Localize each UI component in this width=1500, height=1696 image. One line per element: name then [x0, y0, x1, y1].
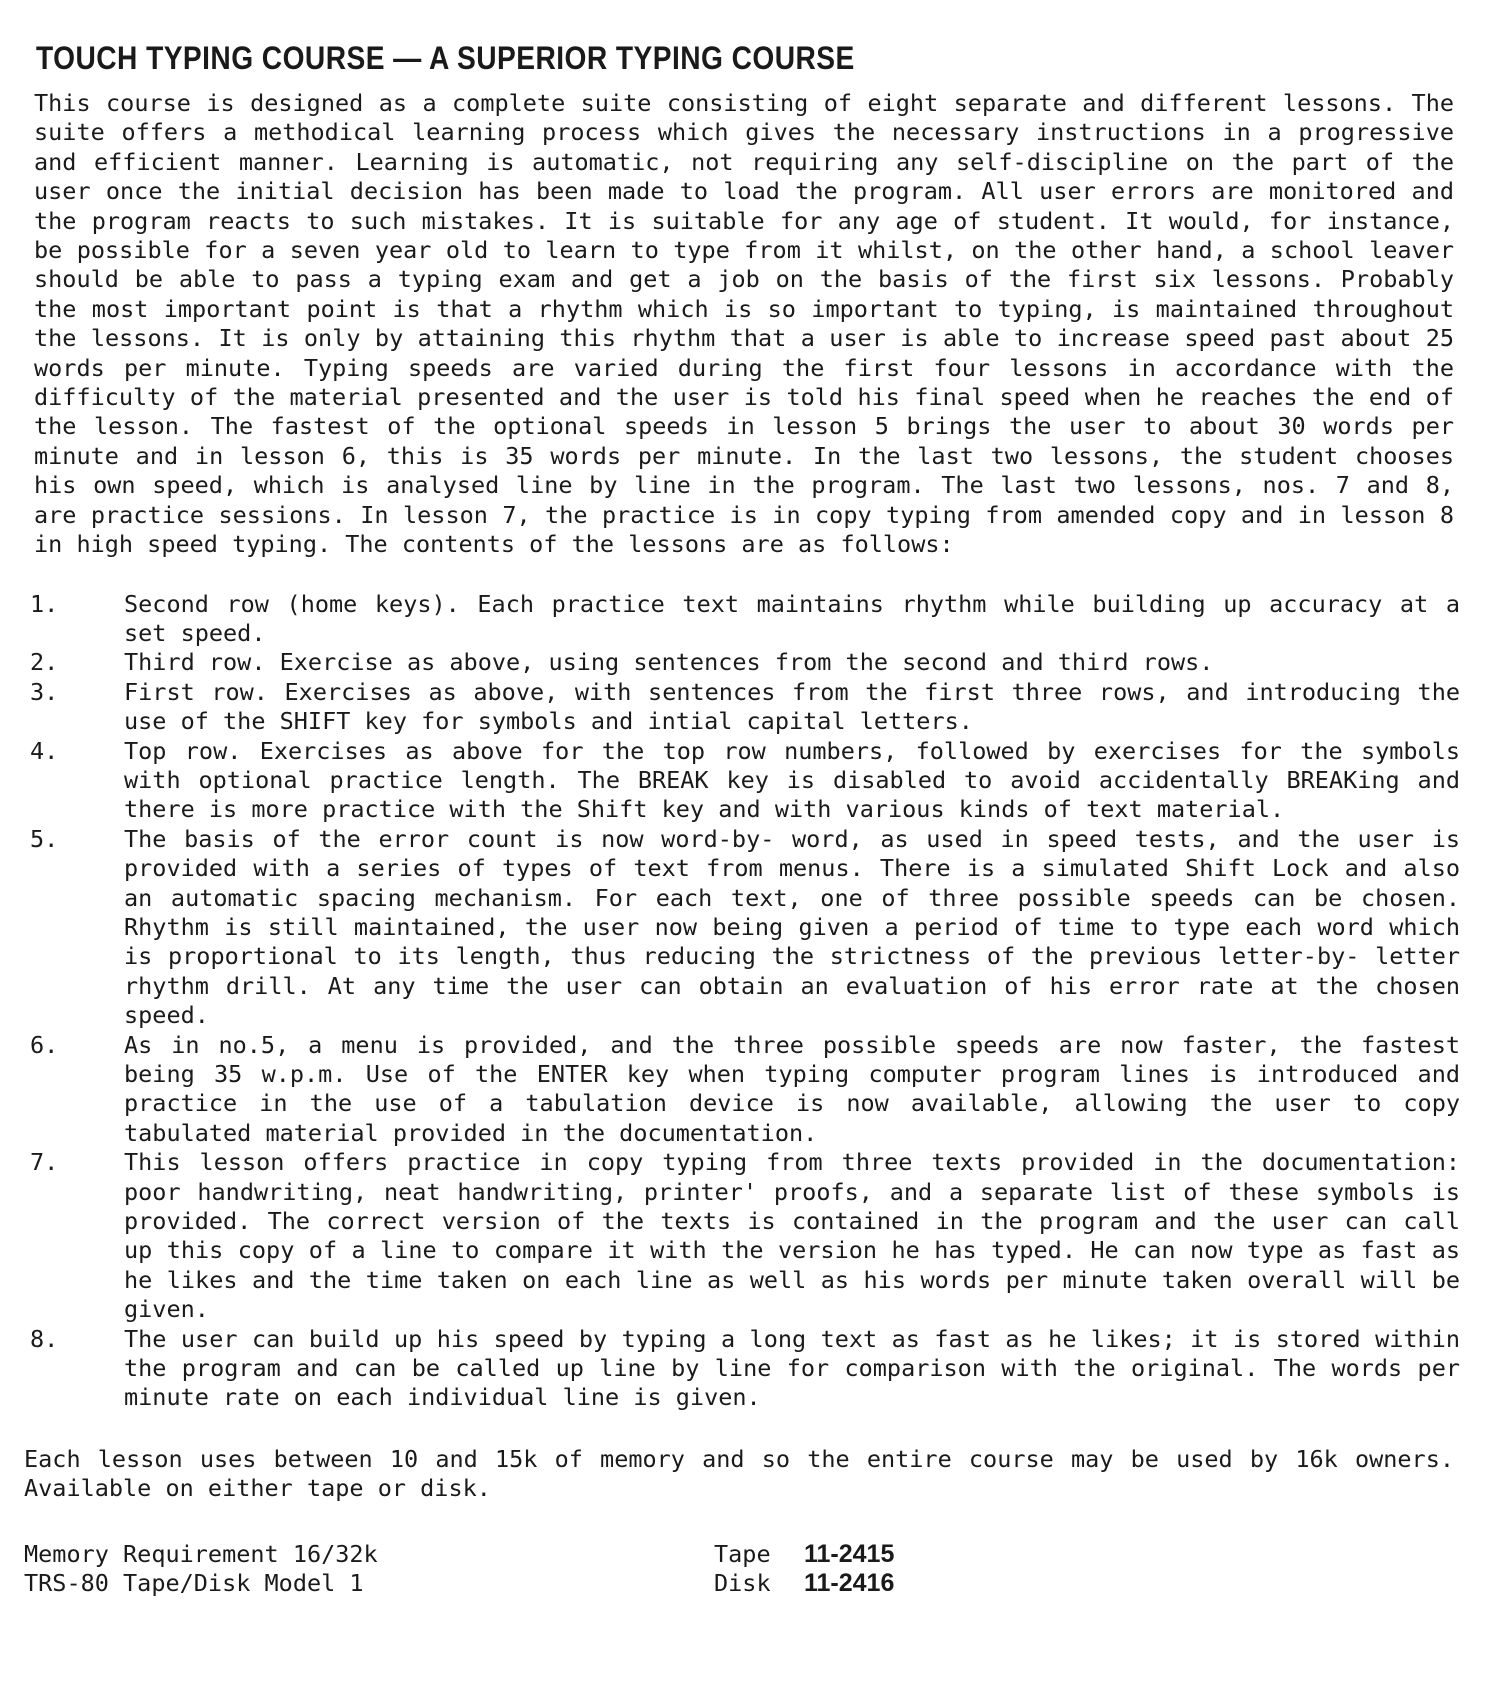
- catalog-codes: [714, 1540, 894, 1599]
- page-title: TOUCH TYPING COURSE — A SUPERIOR TYPING COURSE: [36, 40, 855, 76]
- tape-label: Tape: [714, 1539, 771, 1568]
- lesson-description: This lesson offers practice in copy typing from three texts provided in the documentation: poor handwriting, neat handwriting, printer' proofs, and a separate list of these symbols is provided. The correct version of the texts is contained in the program and the user can call up this copy of a line to compare it with the version he has typed. He can now type as fast as he likes and the time taken on each line as well as his words per minute taken overall will be given.: [124, 1148, 1460, 1324]
- list-item: [24, 590, 1464, 649]
- list-item: [24, 825, 1464, 1031]
- requirements: [24, 1540, 714, 1599]
- platform-info: TRS-80 Tape/Disk Model 1: [24, 1569, 364, 1598]
- lesson-number: 3.: [30, 677, 59, 706]
- lesson-number: 7.: [30, 1148, 59, 1177]
- disk-code: 11-2416: [804, 1569, 895, 1598]
- lesson-description: As in no.5, a menu is provided, and the three possible speeds are now faster, the fastest being 35 w.p.m. Use of the ENTER key when typing computer program lines is introduced and practice in the use of a tabulation device is now available, allowing the user to copy tabulated material provided in the documentation.: [124, 1030, 1460, 1147]
- list-item: [24, 1031, 1464, 1149]
- lesson-number: 8.: [30, 1324, 59, 1353]
- lesson-description: The basis of the error count is now word-by- word, as used in speed tests, and the user is provided with a series of types of text from menus. There is a simulated Shift Lock and also an automatic spacing mechanism. For each text, one of three possible speeds can be chosen. Rhythm is still maintained, the user now being given a period of time to type each word which is proportional to its length, thus reducing the strictness of the previous letter-by- letter rhythm drill. At any time the user can obtain an evaluation of his error rate at the chosen speed.: [124, 824, 1460, 1030]
- lesson-number: 1.: [30, 589, 59, 618]
- list-item: [24, 1148, 1464, 1324]
- intro-paragraph: This course is designed as a complete suite consisting of eight separate and different lessons. The suite offers a methodical learning process which gives the necessary instructions in a progressive and efficient manner. Learning is automatic, not requiring any self-discipline on the part of the user once the initial decision has been made to load the program. All user errors are monitored and the program reacts to such mistakes. It is suitable for any age of student. It would, for instance, be possible for a seven year old to learn to type from it whilst, on the other hand, a school leaver should be able to pass a typing exam and get a job on the basis of the first six lessons. Probably the most important point is that a rhythm which is so important to typing, is maintained throughout the lessons. It is only by attaining this rhythm that a user is able to increase speed past about 25 words per minute. Typing speeds are varied during the first four lessons in accordance with the difficulty of the material presented and the user is told his final speed when he reaches the end of the lesson. The fastest of the optional speeds in lesson 5 brings the user to about 30 words per minute and in lesson 6, this is 35 words per minute. In the last two lessons, the student chooses his own speed, which is analysed line by line in the program. The last two lessons, nos. 7 and 8, are practice sessions. In lesson 7, the practice is in copy typing from amended copy and in lesson 8 in high speed typing. The contents of the lessons are as follows:: [34, 89, 1454, 559]
- tape-code: 11-2415: [804, 1539, 895, 1568]
- list-item: [24, 737, 1464, 825]
- list-item: [24, 678, 1464, 737]
- lesson-description: First row. Exercises as above, with sentences from the first three rows, and introducing the use of the SHIFT key for symbols and intial capital letters.: [124, 677, 1460, 736]
- lesson-description: Top row. Exercises as above for the top row numbers, followed by exercises for the symbols with optional practice length. The BREAK key is disabled to avoid accidentally BREAKing and there is more practice with the Shift key and with various kinds of text material.: [124, 736, 1460, 824]
- lesson-list: [24, 590, 1464, 1413]
- product-specs: [24, 1540, 1464, 1599]
- document-page: [24, 40, 1464, 1599]
- closing-paragraph: Each lesson uses between 10 and 15k of memory and so the entire course may be used by 16k owners. Available on either tape or disk.: [24, 1444, 1454, 1503]
- disk-label: Disk: [714, 1569, 771, 1598]
- memory-requirement: Memory Requirement 16/32k: [24, 1539, 378, 1568]
- lesson-description: Second row (home keys). Each practice text maintains rhythm while building up accuracy at a set speed.: [124, 589, 1460, 647]
- list-item: [24, 648, 1464, 677]
- lesson-description: The user can build up his speed by typing a long text as fast as he likes; it is stored within the program and can be called up line by line for comparison with the original. The words per minute rate on each individual line is given.: [124, 1324, 1460, 1412]
- lesson-description: Third row. Exercise as above, using sentences from the second and third rows.: [124, 648, 1214, 677]
- list-item: [24, 1325, 1464, 1413]
- lesson-number: 6.: [30, 1030, 59, 1059]
- lesson-number: 5.: [30, 824, 59, 853]
- lesson-number: 2.: [30, 648, 59, 677]
- lesson-number: 4.: [30, 736, 59, 765]
